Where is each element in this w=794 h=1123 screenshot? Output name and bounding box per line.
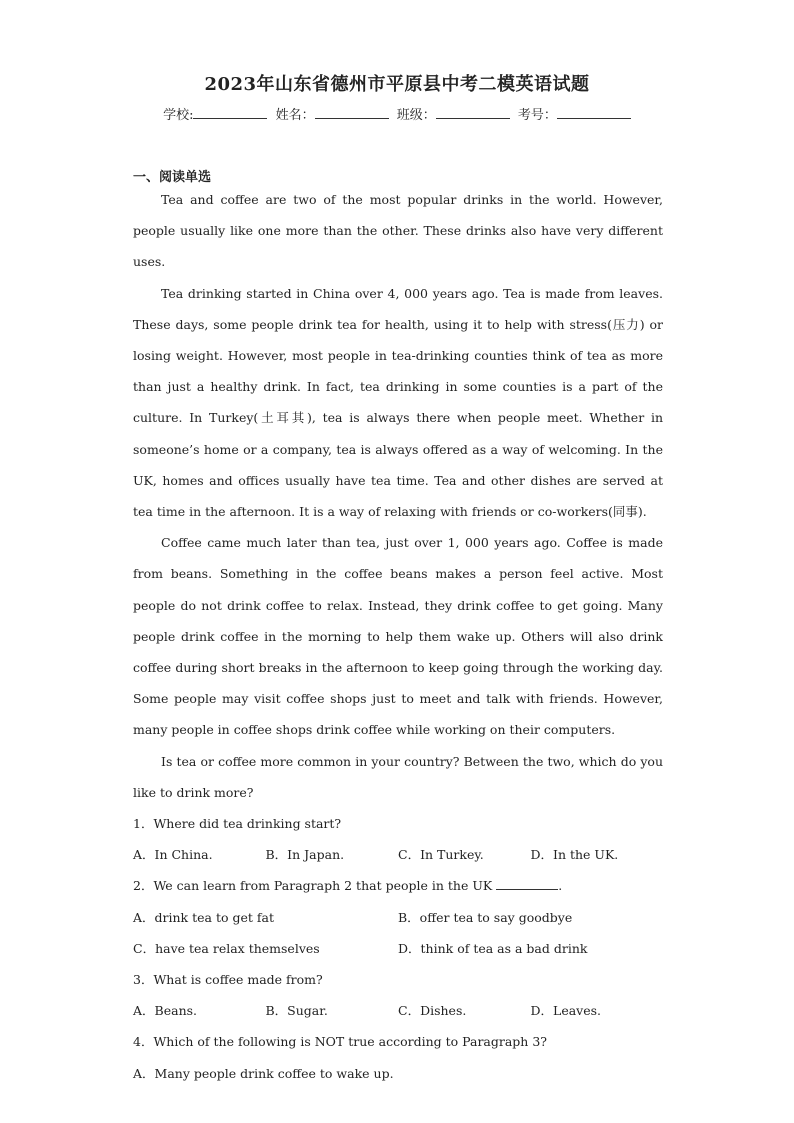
option-b[interactable]: B．offer tea to say goodbye	[398, 909, 573, 925]
exam-title: 2023年山东省德州市平原县中考二模英语试题	[204, 74, 590, 95]
answer-blank[interactable]	[496, 877, 558, 890]
option-d[interactable]: D．think of tea as a bad drink	[398, 940, 588, 956]
option-a[interactable]: A．drink tea to get fat	[133, 909, 274, 925]
option-a[interactable]: A．In China.	[133, 847, 213, 863]
question-3-options	[133, 995, 663, 1026]
option-c[interactable]: C．In Turkey.	[398, 847, 484, 863]
question-2-stem: 2．We can learn from Paragraph 2 that people in the UK .	[133, 878, 563, 894]
question-1-stem: 1．Where did tea drinking start?	[133, 816, 342, 832]
passage-paragraph-1: Tea and coffee are two of the most popular drinks in the world. However, people usually like one more than the other. These drinks also have very different uses.	[133, 192, 663, 270]
student-info-line	[0, 104, 794, 123]
passage-paragraph-2: Tea drinking started in China over 4, 000 years ago. Tea is made from leaves. These days, some people drink tea for health, using it to help with stress(压力) or losing weight. However, most people in tea-drinking counties think of tea as more than just a healthy drink. In fact, tea drinking in some counties is a part of the culture. In Turkey(土耳其), tea is always there when people meet. Whether in someone’s home or a company, tea is always offered as a way of welcoming. In the UK, homes and offices usually have tea time. Tea and other dishes are served at tea time in the afternoon. It is a way of relaxing with friends or co-workers(同事).	[133, 285, 663, 520]
section-heading: 一、阅读单选	[133, 170, 212, 185]
name-field[interactable]: 姓名：	[276, 104, 389, 123]
question-2-options-row-2	[133, 933, 663, 964]
option-a[interactable]: A．Beans.	[133, 1003, 198, 1019]
option-c[interactable]: C．have tea relax themselves	[133, 940, 320, 956]
option-d[interactable]: D．Leaves.	[530, 1003, 602, 1019]
question-2-options-row-1	[133, 902, 663, 933]
class-field[interactable]: 班级：	[397, 104, 510, 123]
option-a[interactable]: A．Many people drink coffee to wake up.	[133, 1065, 394, 1081]
passage-paragraph-4: Is tea or coffee more common in your country? Between the two, which do you like to drink more?	[133, 753, 663, 800]
question-4-stem: 4．Which of the following is NOT true according to Paragraph 3?	[133, 1034, 547, 1050]
option-b[interactable]: B．Sugar.	[265, 1003, 328, 1019]
exam-number-field[interactable]: 考号：	[518, 104, 631, 123]
question-4-options	[133, 1058, 663, 1089]
option-c[interactable]: C．Dishes.	[398, 1003, 467, 1019]
option-d[interactable]: D．In the UK.	[530, 847, 619, 863]
reading-body	[133, 184, 663, 1089]
question-3-stem: 3．What is coffee made from?	[133, 972, 323, 988]
passage-paragraph-3: Coffee came much later than tea, just over 1, 000 years ago. Coffee is made from beans. Something in the coffee beans makes a person feel active. Most people do not drink coffee to relax. Instead, they drink coffee to get going. Many people drink coffee in the morning to help them wake up. Others will also drink coffee during short breaks in the afternoon to keep going through the working day. Some people may visit coffee shops just to meet and talk with friends. However, many people in coffee shops drink coffee while working on their computers.	[133, 535, 663, 738]
school-field[interactable]: 学校:	[163, 104, 267, 123]
question-1-options	[133, 839, 663, 870]
option-b[interactable]: B．In Japan.	[265, 847, 345, 863]
